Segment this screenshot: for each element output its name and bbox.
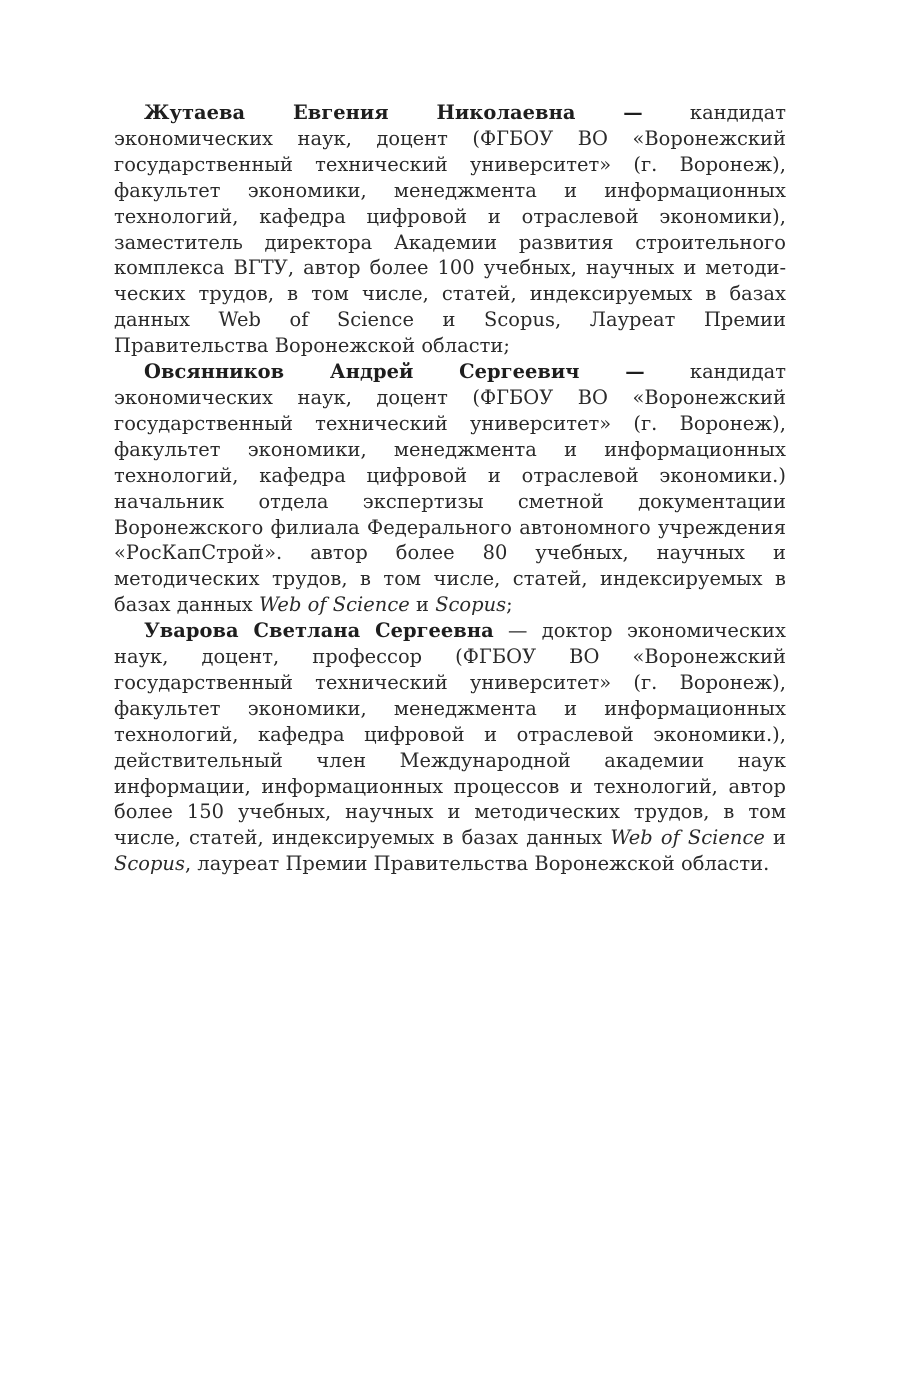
- author-bio-uvarova: [114, 618, 786, 877]
- author-name: Овсянников Андрей Сергеевич —: [144, 360, 645, 384]
- author-description: кандидат экономических наук, доцент (ФГБОУ ВО «Воронежский государственный технический университет» (г. Воронеж), факультет экономики, менеджмента и информационных технологий, кафедра цифровой и отраслевой экономики.) начальник отдела экспертизы сметной документации Воронежского филиала Федерального автономного учреждения «РосКапСтрой». автор более 80 учебных, научных и методических трудов, в том числе, статей, индексируемых в базах данных: [114, 360, 786, 617]
- author-description: — доктор экономических наук, доцент, профессор (ФГБОУ ВО «Воронежский государственный технический университет» (г. Воронеж), факультет экономики, менеджмента и информационных технологий, кафедра цифровой и отраслевой экономики.), действительный член Международной академии наук информации, информационных процессов и технологий, автор более 150 учебных, научных и методических трудов, в том числе, статей, индексируемых в базах данных: [114, 619, 786, 850]
- closing-text: , лауреат Премии Правительства Воронежской области.: [184, 852, 770, 876]
- conjunction: и: [409, 593, 436, 617]
- author-bio-ovsyannikov: [114, 359, 786, 618]
- author-bios: [114, 100, 786, 877]
- conjunction: и: [764, 826, 786, 850]
- author-name: Уварова Светлана Сергеевна: [144, 619, 494, 643]
- author-name: Жутаева Евгения Николаевна —: [144, 101, 643, 124]
- database-name: Scopus: [114, 852, 185, 876]
- database-name: Web of Science: [259, 593, 410, 617]
- author-bio-zhutaeva: [114, 100, 786, 359]
- database-name: Web of Science: [610, 826, 765, 850]
- author-description: кандидат экономических наук, доцент (ФГБОУ ВО «Воронежский государственный технический университет» (г. Воронеж), факультет экономики, менеджмента и информационных технологий, кафедра цифровой и отраслевой экономики), заместитель директора Академии развития строительного комплекса ВГТУ, автор более 100 учебных, научных и методических трудов, в том числе, статей, индексируемых в базах данных Web of Science и Scopus, Лауреат Премии Правительства Воронежской области;: [114, 101, 786, 358]
- punctuation: ;: [506, 593, 513, 617]
- database-name: Scopus: [435, 593, 507, 617]
